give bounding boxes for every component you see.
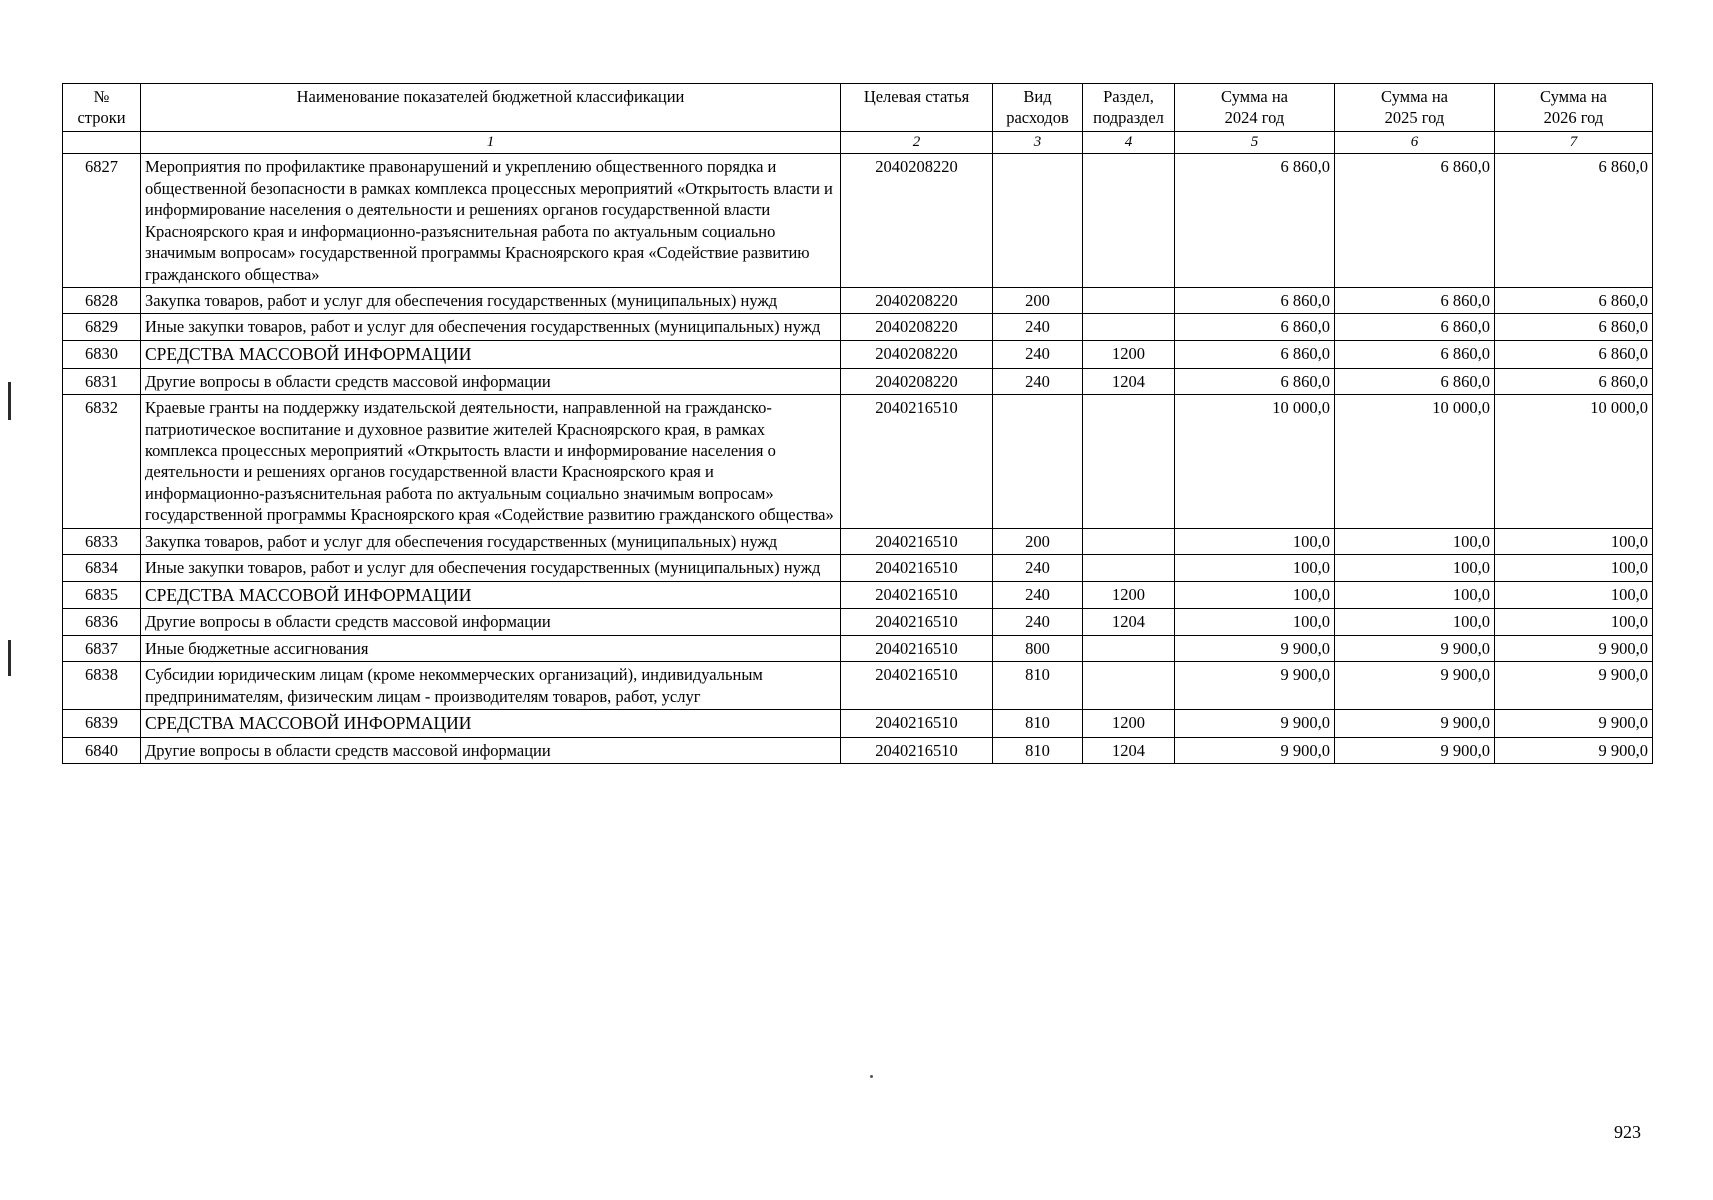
row-name: Другие вопросы в области средств массовой информации xyxy=(141,609,841,635)
row-expense-kind: 240 xyxy=(993,340,1083,368)
row-section-subsection xyxy=(1083,635,1175,661)
row-section-subsection xyxy=(1083,662,1175,710)
row-target-article: 2040208220 xyxy=(841,368,993,394)
table-row xyxy=(63,154,1653,288)
row-target-article: 2040208220 xyxy=(841,154,993,288)
row-sum-2024: 6 860,0 xyxy=(1175,288,1335,314)
row-section-subsection: 1200 xyxy=(1083,581,1175,609)
header-target-article-line1: Целевая статья xyxy=(863,87,970,106)
row-sum-2026: 6 860,0 xyxy=(1495,340,1653,368)
row-name: СРЕДСТВА МАССОВОЙ ИНФОРМАЦИИ xyxy=(141,710,841,738)
table-row xyxy=(63,581,1653,609)
row-name: Закупка товаров, работ и услуг для обеспечения государственных (муниципальных) нужд xyxy=(141,288,841,314)
row-target-article: 2040208220 xyxy=(841,340,993,368)
row-section-subsection: 1200 xyxy=(1083,340,1175,368)
row-number: 6829 xyxy=(63,314,141,340)
row-name: Иные закупки товаров, работ и услуг для обеспечения государственных (муниципальных) нужд xyxy=(141,314,841,340)
row-name: СРЕДСТВА МАССОВОЙ ИНФОРМАЦИИ xyxy=(141,581,841,609)
row-expense-kind: 810 xyxy=(993,737,1083,763)
header-expense-kind xyxy=(993,84,1083,132)
row-name: Субсидии юридическим лицам (кроме некоммерческих организаций), индивидуальным предпринимателям, физическим лицам - производителям товаров, работ, услуг xyxy=(141,662,841,710)
header-row-number xyxy=(63,84,141,132)
row-number: 6831 xyxy=(63,368,141,394)
row-name: Иные бюджетные ассигнования xyxy=(141,635,841,661)
row-sum-2025: 6 860,0 xyxy=(1335,288,1495,314)
row-section-subsection xyxy=(1083,555,1175,581)
row-sum-2025: 9 900,0 xyxy=(1335,737,1495,763)
header-name-line1: Наименование показателей бюджетной классификации xyxy=(296,87,685,106)
row-sum-2024: 6 860,0 xyxy=(1175,314,1335,340)
row-sum-2024: 10 000,0 xyxy=(1175,395,1335,529)
header-sum-2025 xyxy=(1335,84,1495,132)
row-expense-kind: 240 xyxy=(993,368,1083,394)
header-row-number-line1: № xyxy=(93,87,110,106)
row-expense-kind xyxy=(993,154,1083,288)
table-header-row xyxy=(63,84,1653,132)
row-target-article: 2040216510 xyxy=(841,635,993,661)
row-sum-2024: 9 900,0 xyxy=(1175,662,1335,710)
header-sum-2024-line2: 2024 год xyxy=(1224,108,1285,128)
row-target-article: 2040216510 xyxy=(841,581,993,609)
row-sum-2026: 6 860,0 xyxy=(1495,314,1653,340)
row-sum-2026: 9 900,0 xyxy=(1495,635,1653,661)
row-sum-2026: 9 900,0 xyxy=(1495,662,1653,710)
row-number: 6832 xyxy=(63,395,141,529)
row-section-subsection xyxy=(1083,528,1175,554)
colnum-2: 2 xyxy=(841,131,993,154)
row-target-article: 2040216510 xyxy=(841,609,993,635)
row-target-article: 2040208220 xyxy=(841,288,993,314)
row-section-subsection: 1204 xyxy=(1083,737,1175,763)
row-sum-2025: 10 000,0 xyxy=(1335,395,1495,529)
row-sum-2024: 9 900,0 xyxy=(1175,635,1335,661)
row-sum-2026: 6 860,0 xyxy=(1495,288,1653,314)
row-sum-2024: 6 860,0 xyxy=(1175,154,1335,288)
row-sum-2026: 100,0 xyxy=(1495,528,1653,554)
row-expense-kind: 200 xyxy=(993,288,1083,314)
row-name: Краевые гранты на поддержку издательской деятельности, направленной на гражданско-патриотическое воспитание и духовное развитие жителей Красноярского края, в рамках комплекса процессных мероприятий «Открытость власти и информирование населения о деятельности и решениях органов государственной власти Красноярского края и информационно-разъяснительная работа по актуальным социально значимым вопросам» государственной программы Красноярского края «Содействие развитию гражданского общества» xyxy=(141,395,841,529)
row-section-subsection xyxy=(1083,314,1175,340)
row-sum-2026: 6 860,0 xyxy=(1495,368,1653,394)
header-sum-2024 xyxy=(1175,84,1335,132)
row-name: Другие вопросы в области средств массовой информации xyxy=(141,737,841,763)
table-row xyxy=(63,314,1653,340)
row-name: СРЕДСТВА МАССОВОЙ ИНФОРМАЦИИ xyxy=(141,340,841,368)
row-sum-2025: 6 860,0 xyxy=(1335,340,1495,368)
header-sum-2026-line1: Сумма на xyxy=(1540,87,1607,106)
row-sum-2024: 100,0 xyxy=(1175,528,1335,554)
header-expense-kind-line2: расходов xyxy=(1006,108,1069,128)
row-name: Мероприятия по профилактике правонарушений и укреплению общественного порядка и общественной безопасности в рамках комплекса процессных мероприятий «Открытость власти и информирование населения о деятельности и решениях органов государственной власти Красноярского края и информационно-разъяснительная работа по актуальным социально значимым вопросам» государственной программы Красноярского края «Содействие развитию гражданского общества» xyxy=(141,154,841,288)
row-expense-kind: 240 xyxy=(993,609,1083,635)
row-expense-kind: 800 xyxy=(993,635,1083,661)
header-sum-2025-line2: 2025 год xyxy=(1384,108,1445,128)
row-number: 6839 xyxy=(63,710,141,738)
margin-tick-mark xyxy=(8,640,11,676)
header-row-number-line2: строки xyxy=(77,108,126,128)
header-sum-2026 xyxy=(1495,84,1653,132)
row-section-subsection xyxy=(1083,288,1175,314)
row-number: 6828 xyxy=(63,288,141,314)
row-sum-2024: 100,0 xyxy=(1175,581,1335,609)
table-row xyxy=(63,737,1653,763)
row-sum-2024: 9 900,0 xyxy=(1175,710,1335,738)
table-row xyxy=(63,368,1653,394)
row-target-article: 2040216510 xyxy=(841,555,993,581)
table-row xyxy=(63,340,1653,368)
row-number: 6836 xyxy=(63,609,141,635)
row-sum-2025: 9 900,0 xyxy=(1335,710,1495,738)
row-number: 6833 xyxy=(63,528,141,554)
row-target-article: 2040216510 xyxy=(841,528,993,554)
header-sum-2024-line1: Сумма на xyxy=(1221,87,1288,106)
row-name: Закупка товаров, работ и услуг для обеспечения государственных (муниципальных) нужд xyxy=(141,528,841,554)
header-sum-2026-line2: 2026 год xyxy=(1543,108,1604,128)
margin-tick-mark xyxy=(8,382,11,420)
row-sum-2025: 100,0 xyxy=(1335,581,1495,609)
row-sum-2026: 6 860,0 xyxy=(1495,154,1653,288)
row-expense-kind: 240 xyxy=(993,581,1083,609)
row-target-article: 2040216510 xyxy=(841,395,993,529)
budget-classification-table xyxy=(62,83,1653,764)
row-number: 6837 xyxy=(63,635,141,661)
row-section-subsection xyxy=(1083,395,1175,529)
row-sum-2025: 9 900,0 xyxy=(1335,635,1495,661)
row-number: 6830 xyxy=(63,340,141,368)
table-header xyxy=(63,84,1653,154)
row-expense-kind: 200 xyxy=(993,528,1083,554)
row-sum-2024: 6 860,0 xyxy=(1175,368,1335,394)
row-expense-kind: 810 xyxy=(993,662,1083,710)
row-expense-kind xyxy=(993,395,1083,529)
row-expense-kind: 240 xyxy=(993,314,1083,340)
row-number: 6840 xyxy=(63,737,141,763)
colnum-1: 1 xyxy=(141,131,841,154)
header-name xyxy=(141,84,841,132)
row-section-subsection: 1204 xyxy=(1083,609,1175,635)
row-sum-2026: 10 000,0 xyxy=(1495,395,1653,529)
table-column-number-row xyxy=(63,131,1653,154)
header-section-subsection xyxy=(1083,84,1175,132)
row-sum-2026: 9 900,0 xyxy=(1495,737,1653,763)
row-sum-2025: 6 860,0 xyxy=(1335,154,1495,288)
row-section-subsection: 1204 xyxy=(1083,368,1175,394)
row-sum-2026: 100,0 xyxy=(1495,581,1653,609)
row-name: Иные закупки товаров, работ и услуг для обеспечения государственных (муниципальных) нужд xyxy=(141,555,841,581)
header-section-line1: Раздел, xyxy=(1103,87,1154,106)
row-target-article: 2040216510 xyxy=(841,737,993,763)
table-row xyxy=(63,662,1653,710)
table-row xyxy=(63,288,1653,314)
row-sum-2024: 6 860,0 xyxy=(1175,340,1335,368)
row-name: Другие вопросы в области средств массовой информации xyxy=(141,368,841,394)
row-sum-2024: 100,0 xyxy=(1175,609,1335,635)
row-sum-2025: 9 900,0 xyxy=(1335,662,1495,710)
table-body xyxy=(63,154,1653,764)
row-sum-2025: 6 860,0 xyxy=(1335,368,1495,394)
header-section-line2: подраздел xyxy=(1093,108,1164,128)
row-number: 6827 xyxy=(63,154,141,288)
row-expense-kind: 810 xyxy=(993,710,1083,738)
colnum-6: 6 xyxy=(1335,131,1495,154)
row-section-subsection xyxy=(1083,154,1175,288)
row-section-subsection: 1200 xyxy=(1083,710,1175,738)
table-row xyxy=(63,635,1653,661)
table-row xyxy=(63,528,1653,554)
colnum-5: 5 xyxy=(1175,131,1335,154)
page-number: 923 xyxy=(1614,1122,1641,1142)
colnum-7: 7 xyxy=(1495,131,1653,154)
colnum-3: 3 xyxy=(993,131,1083,154)
colnum-4: 4 xyxy=(1083,131,1175,154)
row-number: 6834 xyxy=(63,555,141,581)
row-target-article: 2040216510 xyxy=(841,662,993,710)
row-sum-2025: 100,0 xyxy=(1335,528,1495,554)
row-sum-2026: 100,0 xyxy=(1495,609,1653,635)
row-sum-2024: 100,0 xyxy=(1175,555,1335,581)
row-sum-2024: 9 900,0 xyxy=(1175,737,1335,763)
row-target-article: 2040216510 xyxy=(841,710,993,738)
row-sum-2025: 100,0 xyxy=(1335,555,1495,581)
page-artifact-dot xyxy=(870,1075,873,1078)
row-sum-2025: 100,0 xyxy=(1335,609,1495,635)
row-sum-2026: 100,0 xyxy=(1495,555,1653,581)
row-expense-kind: 240 xyxy=(993,555,1083,581)
table-row xyxy=(63,555,1653,581)
header-sum-2025-line1: Сумма на xyxy=(1381,87,1448,106)
row-number: 6835 xyxy=(63,581,141,609)
row-target-article: 2040208220 xyxy=(841,314,993,340)
table-row xyxy=(63,609,1653,635)
row-sum-2025: 6 860,0 xyxy=(1335,314,1495,340)
table-row xyxy=(63,710,1653,738)
table-row xyxy=(63,395,1653,529)
header-expense-kind-line1: Вид xyxy=(1023,87,1052,106)
header-target-article xyxy=(841,84,993,132)
row-number: 6838 xyxy=(63,662,141,710)
row-sum-2026: 9 900,0 xyxy=(1495,710,1653,738)
colnum-0 xyxy=(63,131,141,154)
